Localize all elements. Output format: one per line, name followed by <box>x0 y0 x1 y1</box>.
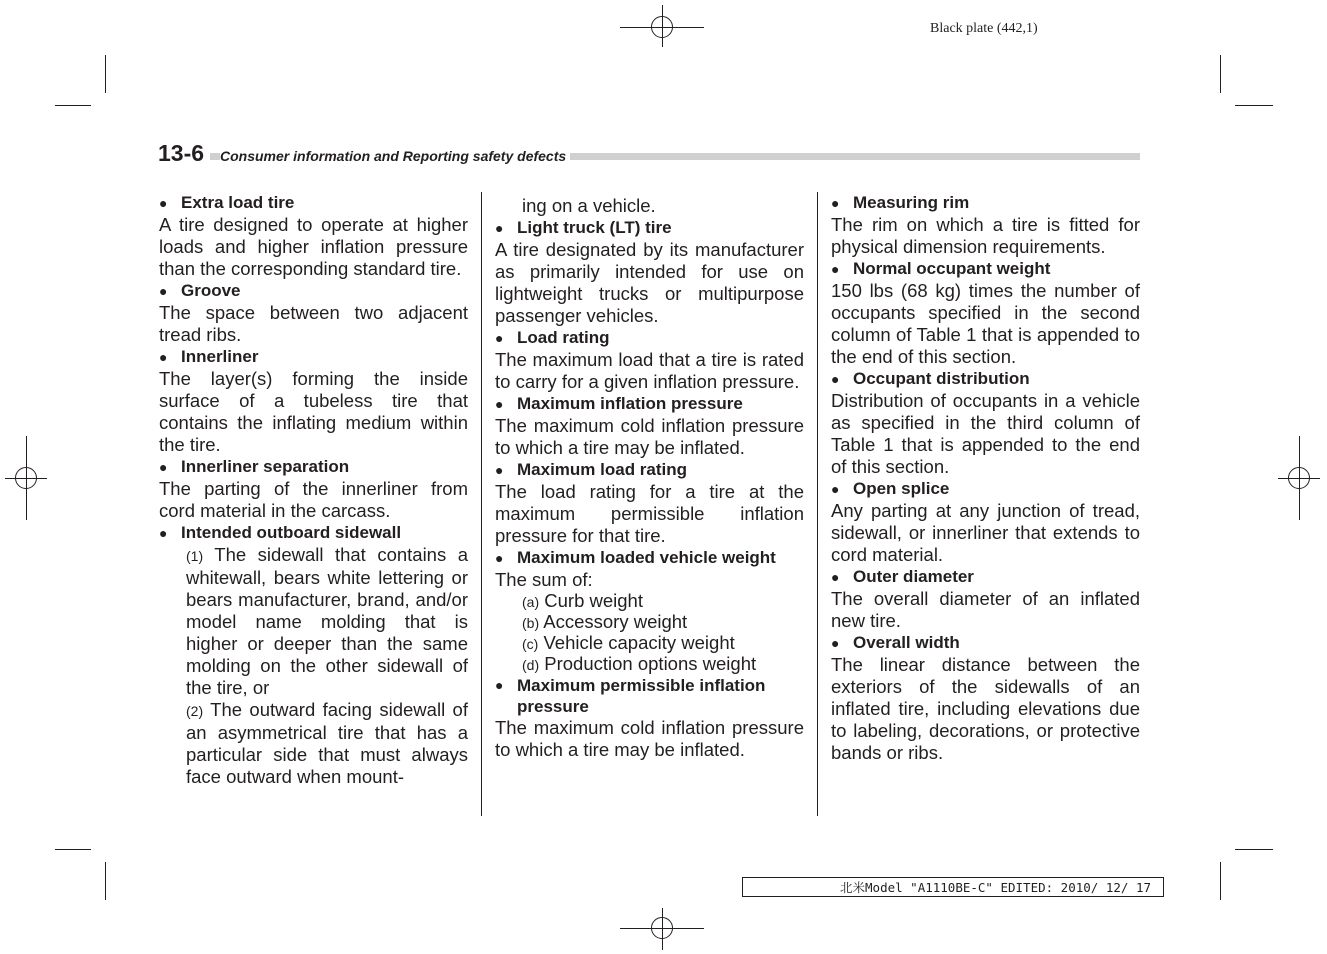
term-definition: The parting of the innerliner from cord material in the carcass. <box>159 478 468 521</box>
term-heading: ● Maximum load rating <box>495 460 688 479</box>
registration-circle <box>1288 467 1310 489</box>
term-definition: 150 lbs (68 kg) times the number of occupants specified in the second column of Table 1 that is appended to the end of this section. <box>831 280 1140 367</box>
column-divider <box>817 192 818 816</box>
term-heading: ● Load rating <box>495 328 610 347</box>
bullet-icon: ● <box>831 635 840 651</box>
bullet-icon: ● <box>495 462 504 478</box>
term-heading: ● Maximum loaded vehicle weight <box>495 548 776 567</box>
term-definition: The maximum load that a tire is rated to carry for a given inflation pressure. <box>495 349 804 392</box>
term-heading: ● Light truck (LT) tire <box>495 218 672 237</box>
crop-mark <box>1235 105 1273 106</box>
term-heading: ● Innerliner separation <box>159 457 350 476</box>
plate-label: Black plate (442,1) <box>930 21 1038 36</box>
column-divider <box>481 192 482 816</box>
continuation-text: ing on a vehicle. <box>522 195 656 216</box>
term-heading: ● Open splice <box>831 479 950 498</box>
item-letter: (b) <box>522 615 540 631</box>
bullet-icon: ● <box>159 349 168 365</box>
bullet-icon: ● <box>831 261 840 277</box>
term-heading: ● Normal occupant weight <box>831 259 1051 278</box>
section-title: Consumer information and Reporting safety defects <box>220 148 570 164</box>
item-letter: (c) <box>522 636 539 652</box>
term-heading: ● Innerliner <box>159 347 259 366</box>
registration-circle <box>651 16 673 38</box>
term-definition: The maximum cold inflation pressure to which a tire may be inflated. <box>495 415 804 458</box>
term-definition: A tire designated by its manufacturer as primarily intended for use on lightweight trucks or multipurpose passenger vehicles. <box>495 239 804 326</box>
column-2 <box>495 192 804 761</box>
term-definition: A tire designed to operate at higher loads and higher inflation pressure than the corresponding standard tire. <box>159 214 468 279</box>
bullet-icon: ● <box>159 459 168 475</box>
bullet-icon: ● <box>831 569 840 585</box>
term-heading: ● Maximum inflation pressure <box>495 394 743 413</box>
bullet-icon: ● <box>831 371 840 387</box>
term-heading: ● Occupant distribution <box>831 369 1030 388</box>
term-definition: The space between two adjacent tread ribs. <box>159 302 468 345</box>
bullet-icon: ● <box>831 481 840 497</box>
list-item: (d) Production options weight <box>522 653 757 674</box>
numbered-item <box>159 544 468 699</box>
item-letter: (d) <box>522 657 540 673</box>
registration-circle <box>651 917 673 939</box>
crop-mark <box>1220 55 1221 93</box>
term-definition: The sum of: <box>495 569 593 590</box>
term-heading: ● Maximum permissible inflation pressure <box>495 676 766 716</box>
item-number: (1) <box>186 548 204 564</box>
bullet-icon: ● <box>159 283 168 299</box>
column-1 <box>159 192 468 788</box>
item-number: (2) <box>186 703 204 719</box>
list-item: (a) Curb weight <box>522 590 643 611</box>
page-number: 13-6 <box>158 140 210 166</box>
crop-mark <box>1220 862 1221 900</box>
term-definition: The linear distance between the exteriors of the sidewalls of an inflated tire, including elevations due to labeling, decorations, or protective bands or ribs. <box>831 654 1140 763</box>
term-definition: Distribution of occupants in a vehicle as specified in the third column of Table 1 that is appended to the end of this section. <box>831 390 1140 477</box>
term-definition: The rim on which a tire is fitted for physical dimension requirements. <box>831 214 1140 257</box>
item-text: The outward facing sidewall of an asymmetrical tire that has a particular side that must always face outward when mount- <box>186 699 468 787</box>
term-heading: ● Measuring rim <box>831 193 970 212</box>
list-item: (c) Vehicle capacity weight <box>522 632 735 653</box>
bullet-icon: ● <box>159 195 168 211</box>
crop-mark <box>105 862 106 900</box>
item-letter: (a) <box>522 594 540 610</box>
bullet-icon: ● <box>495 220 504 236</box>
list-item: (b) Accessory weight <box>522 611 688 632</box>
numbered-item <box>159 699 468 788</box>
term-definition: Any parting at any junction of tread, sidewall, or innerliner that extends to cord material. <box>831 500 1140 565</box>
term-heading: ● Outer diameter <box>831 567 974 586</box>
registration-circle <box>15 467 37 489</box>
crop-mark <box>55 849 91 850</box>
bullet-icon: ● <box>159 525 168 541</box>
bullet-icon: ● <box>495 550 504 566</box>
term-heading: ● Overall width <box>831 633 960 652</box>
bullet-icon: ● <box>495 396 504 412</box>
item-text: The sidewall that contains a whitewall, bears white lettering or bears manufacturer, brand, and/or model name molding that is higher or deeper than the same molding on the other sidewall of the tire, or <box>186 544 469 698</box>
bullet-icon: ● <box>831 195 840 211</box>
crop-mark <box>1235 849 1273 850</box>
term-definition: The layer(s) forming the inside surface of a tubeless tire that contains the inflating medium within the tire. <box>159 368 468 455</box>
term-heading: ● Intended outboard sidewall <box>159 523 402 542</box>
edit-stamp: 北米Model "A1110BE-C" EDITED: 2010/ 12/ 17 <box>742 877 1164 897</box>
term-definition: The load rating for a tire at the maximum permissible inflation pressure for that tire. <box>495 481 804 546</box>
bullet-icon: ● <box>495 677 504 693</box>
term-heading: ● Groove <box>159 281 241 300</box>
bullet-icon: ● <box>495 330 504 346</box>
crop-mark <box>55 105 91 106</box>
column-3 <box>831 192 1140 764</box>
crop-mark <box>105 55 106 93</box>
term-definition: The overall diameter of an inflated new tire. <box>831 588 1140 631</box>
term-definition: The maximum cold inflation pressure to which a tire may be inflated. <box>495 717 804 760</box>
term-heading: ● Extra load tire <box>159 193 295 212</box>
